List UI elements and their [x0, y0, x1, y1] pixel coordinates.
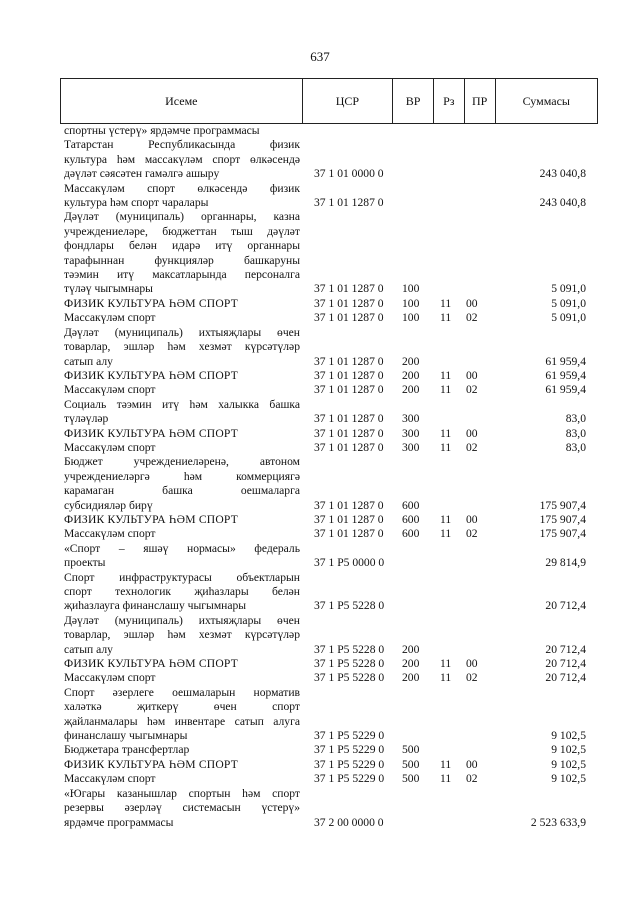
row-vr: 200	[402, 354, 420, 368]
row-sum: 5 091,0	[551, 296, 586, 310]
table-row	[60, 571, 598, 614]
row-name	[60, 542, 302, 571]
row-rz: 11	[440, 296, 452, 310]
row-name-line: Дәүләт (муниципаль) органнары, казна	[64, 210, 300, 224]
row-name	[60, 527, 302, 541]
row-csr: 37 1 P5 5228 0	[314, 599, 385, 613]
row-pr: 02	[466, 671, 478, 685]
table-row	[60, 124, 598, 138]
row-name-line: җиһазлауга финанслашу чыгымнары	[64, 599, 247, 613]
row-name-line: ФИЗИК КУЛЬТУРА ҺӘМ СПОРТ	[64, 512, 238, 526]
row-name-line: товарлар, эшләр һәм хезмәт күрсәтүләр	[64, 340, 300, 354]
row-pr: 00	[466, 512, 478, 526]
page-number: 637	[310, 49, 330, 64]
row-name-line: фондлары белән идарә итү органнары	[64, 239, 300, 253]
row-csr: 37 1 P5 5228 0	[314, 671, 385, 685]
row-sum: 20 712,4	[545, 599, 586, 613]
row-sum: 61 959,4	[545, 368, 586, 382]
row-name	[60, 671, 302, 685]
row-sum: 20 712,4	[545, 642, 586, 656]
row-name-line: Социаль тәэмин итү һәм халыкка башка	[64, 397, 300, 411]
row-pr: 02	[466, 440, 478, 454]
row-name-line: ФИЗИК КУЛЬТУРА ҺӘМ СПОРТ	[64, 296, 238, 310]
row-vr: 200	[402, 368, 420, 382]
row-name-line: Массакүләм спорт	[64, 527, 156, 541]
row-sum: 20 712,4	[545, 671, 586, 685]
table-row	[60, 369, 598, 383]
header-vr: ВР	[393, 79, 434, 123]
table-row	[60, 383, 598, 397]
row-name	[60, 311, 302, 325]
row-csr: 37 1 01 1287 0	[314, 282, 384, 296]
row-pr: 02	[466, 311, 478, 325]
row-name	[60, 686, 302, 744]
row-name-line: сатып алу	[64, 642, 113, 656]
row-csr: 37 1 P5 5228 0	[314, 642, 385, 656]
table-row	[60, 671, 598, 685]
row-rz: 11	[440, 757, 452, 771]
row-name-line: җайланмалары һәм инвентаре сатып алуга	[64, 714, 300, 728]
row-name-line: субсидияләр бирү	[64, 498, 153, 512]
table-row	[60, 743, 598, 757]
row-vr: 600	[402, 527, 420, 541]
row-name-line: Массакүләм спорт	[64, 671, 156, 685]
row-vr: 300	[402, 412, 420, 426]
row-sum: 83,0	[565, 440, 586, 454]
row-name	[60, 772, 302, 786]
table-row	[60, 326, 598, 369]
row-name	[60, 513, 302, 527]
row-name-line: ФИЗИК КУЛЬТУРА ҺӘМ СПОРТ	[64, 757, 238, 771]
row-rz: 11	[440, 368, 452, 382]
row-name	[60, 787, 302, 830]
row-csr: 37 1 P5 5229 0	[314, 772, 385, 786]
row-name	[60, 369, 302, 383]
table-row	[60, 787, 598, 830]
row-vr: 500	[402, 757, 420, 771]
row-sum: 5 091,0	[551, 282, 586, 296]
row-name-line: проекты	[64, 556, 106, 570]
row-rz: 11	[440, 512, 452, 526]
row-name-line: учреждениеләргә һәм коммерциягә	[64, 469, 300, 483]
row-name	[60, 441, 302, 455]
row-sum: 2 523 633,9	[530, 815, 586, 829]
row-name-line: түләүләр	[64, 412, 109, 426]
table-row	[60, 772, 598, 786]
row-name-line: Дәүләт (муниципаль) ихтыяҗлары өчен	[64, 325, 300, 339]
row-vr: 200	[402, 671, 420, 685]
row-rz: 11	[440, 671, 452, 685]
table-header	[60, 78, 598, 124]
table-row	[60, 455, 598, 513]
row-csr: 37 1 01 1287 0	[314, 368, 384, 382]
row-vr: 200	[402, 383, 420, 397]
table-row	[60, 398, 598, 427]
row-vr: 300	[402, 440, 420, 454]
row-name-line: товарлар, эшләр һәм хезмәт күрсәтүләр	[64, 628, 300, 642]
row-name-line: культура һәм массакүләм спорт өлкәсендә	[64, 152, 300, 166]
table-body	[60, 124, 598, 830]
row-name-line: Массакүләм спорт өлкәсендә физик	[64, 181, 300, 195]
table-row	[60, 182, 598, 211]
row-name-line: Массакүләм спорт	[64, 772, 156, 786]
table-row	[60, 758, 598, 772]
row-name-line: Массакүләм спорт	[64, 311, 156, 325]
row-vr: 200	[402, 642, 420, 656]
row-name	[60, 297, 302, 311]
row-vr: 600	[402, 498, 420, 512]
row-csr: 37 1 01 1287 0	[314, 354, 384, 368]
row-name	[60, 210, 302, 296]
row-name-line: тәэмин итү максатларында персоналга	[64, 268, 300, 282]
row-name-line: ярдәмче программасы	[64, 815, 174, 829]
row-name-line: карамаган башка оешмаларга	[64, 484, 300, 498]
row-name-line: Спорт әзерлеге оешмаларын норматив	[64, 685, 300, 699]
row-csr: 37 1 01 1287 0	[314, 196, 384, 210]
table-row	[60, 513, 598, 527]
row-name-line: халәткә җиткерү өчен спорт	[64, 700, 300, 714]
row-name-line: Дәүләт (муниципаль) ихтыяҗлары өчен	[64, 613, 300, 627]
row-pr: 00	[466, 426, 478, 440]
table-row	[60, 210, 598, 296]
table-row	[60, 427, 598, 441]
row-pr: 02	[466, 772, 478, 786]
row-name	[60, 614, 302, 657]
row-csr: 37 1 01 0000 0	[314, 167, 384, 181]
row-name-line: «Спорт – яшәү нормасы» федераль	[64, 541, 300, 555]
row-vr: 600	[402, 512, 420, 526]
row-sum: 20 712,4	[545, 657, 586, 671]
row-name-line: Массакүләм спорт	[64, 383, 156, 397]
row-sum: 243 040,8	[539, 167, 586, 181]
row-sum: 29 814,9	[545, 556, 586, 570]
row-pr: 02	[466, 383, 478, 397]
table-row	[60, 614, 598, 657]
row-vr: 100	[402, 296, 420, 310]
row-pr: 00	[466, 368, 478, 382]
row-name-line: ФИЗИК КУЛЬТУРА ҺӘМ СПОРТ	[64, 426, 238, 440]
row-vr: 500	[402, 743, 420, 757]
row-name-line: дәүләт сәясәтен гамәлгә ашыру	[64, 167, 220, 181]
row-sum: 9 102,5	[551, 757, 586, 771]
row-rz: 11	[440, 383, 452, 397]
table-row	[60, 138, 598, 181]
row-rz: 11	[440, 426, 452, 440]
row-name	[60, 383, 302, 397]
row-sum: 175 907,4	[539, 512, 586, 526]
row-pr: 02	[466, 527, 478, 541]
row-name	[60, 326, 302, 369]
header-name: Исеме	[61, 79, 303, 123]
row-rz: 11	[440, 657, 452, 671]
row-name	[60, 743, 302, 757]
row-vr: 200	[402, 657, 420, 671]
row-vr: 100	[402, 282, 420, 296]
header-csr: ЦСР	[303, 79, 394, 123]
budget-table	[60, 78, 598, 830]
row-csr: 37 1 01 1287 0	[314, 426, 384, 440]
row-pr: 00	[466, 757, 478, 771]
row-sum: 9 102,5	[551, 729, 586, 743]
row-rz: 11	[440, 311, 452, 325]
row-name-line: тарафыннан функцияләр башкаруны	[64, 253, 300, 267]
row-name-line: резервы әзерләү системасын үстерү»	[64, 801, 300, 815]
header-pr: ПР	[465, 79, 496, 123]
row-name-line: спортны үстерү» ярдәмче программасы	[64, 124, 260, 137]
table-row	[60, 542, 598, 571]
row-name-line: ФИЗИК КУЛЬТУРА ҺӘМ СПОРТ	[64, 368, 238, 382]
row-csr: 37 1 P5 5228 0	[314, 657, 385, 671]
row-sum: 83,0	[565, 412, 586, 426]
row-rz: 11	[440, 440, 452, 454]
row-sum: 61 959,4	[545, 354, 586, 368]
row-vr: 100	[402, 311, 420, 325]
table-row	[60, 297, 598, 311]
row-sum: 61 959,4	[545, 383, 586, 397]
row-sum: 243 040,8	[539, 196, 586, 210]
row-name	[60, 182, 302, 211]
table-row	[60, 527, 598, 541]
row-csr: 37 1 01 1287 0	[314, 296, 384, 310]
row-csr: 37 1 01 1287 0	[314, 512, 384, 526]
row-csr: 37 1 01 1287 0	[314, 311, 384, 325]
row-rz: 11	[440, 527, 452, 541]
row-vr: 500	[402, 772, 420, 786]
row-sum: 9 102,5	[551, 743, 586, 757]
row-name	[60, 124, 302, 138]
row-vr: 300	[402, 426, 420, 440]
table-row	[60, 686, 598, 744]
row-name	[60, 427, 302, 441]
row-csr: 37 1 P5 5229 0	[314, 743, 385, 757]
row-name-line: Татарстан Республикасында физик	[64, 138, 300, 152]
row-name	[60, 455, 302, 513]
row-name-line: финанслашу чыгымнары	[64, 729, 188, 743]
table-row	[60, 311, 598, 325]
row-name	[60, 138, 302, 181]
row-name-line: сатып алу	[64, 354, 113, 368]
row-name	[60, 758, 302, 772]
row-name	[60, 571, 302, 614]
row-name-line: культура һәм спорт чаралары	[64, 196, 209, 210]
row-csr: 37 1 01 1287 0	[314, 412, 384, 426]
row-name-line: түләү чыгымнары	[64, 282, 153, 296]
row-pr: 00	[466, 296, 478, 310]
row-name	[60, 657, 302, 671]
row-name-line: «Югары казанышлар спортын һәм спорт	[64, 786, 300, 800]
row-csr: 37 1 01 1287 0	[314, 383, 384, 397]
row-name-line: Бюджет учреждениеләренә, автоном	[64, 455, 300, 469]
row-name-line: Бюджетара трансфертлар	[64, 743, 190, 757]
row-sum: 83,0	[565, 426, 586, 440]
row-name-line: Массакүләм спорт	[64, 440, 156, 454]
header-rz: Рз	[434, 79, 465, 123]
row-sum: 175 907,4	[539, 498, 586, 512]
row-csr: 37 1 01 1287 0	[314, 498, 384, 512]
table-row	[60, 657, 598, 671]
row-name-line: ФИЗИК КУЛЬТУРА ҺӘМ СПОРТ	[64, 657, 238, 671]
row-sum: 9 102,5	[551, 772, 586, 786]
table-row	[60, 441, 598, 455]
row-csr: 37 1 P5 5229 0	[314, 757, 385, 771]
row-csr: 37 1 P5 0000 0	[314, 556, 385, 570]
row-sum: 175 907,4	[539, 527, 586, 541]
row-name-line: учреждениеләре, бюджеттан тыш дәүләт	[64, 224, 300, 238]
row-csr: 37 1 P5 5229 0	[314, 729, 385, 743]
row-rz: 11	[440, 772, 452, 786]
row-pr: 00	[466, 657, 478, 671]
row-csr: 37 1 01 1287 0	[314, 527, 384, 541]
row-csr: 37 1 01 1287 0	[314, 440, 384, 454]
row-csr: 37 2 00 0000 0	[314, 815, 384, 829]
header-sum: Суммасы	[496, 79, 598, 123]
row-name-line: спорт технологик җиһазлары белән	[64, 585, 300, 598]
row-name	[60, 398, 302, 427]
row-name-line: Спорт инфраструктурасы объектларын	[64, 570, 300, 584]
row-sum: 5 091,0	[551, 311, 586, 325]
